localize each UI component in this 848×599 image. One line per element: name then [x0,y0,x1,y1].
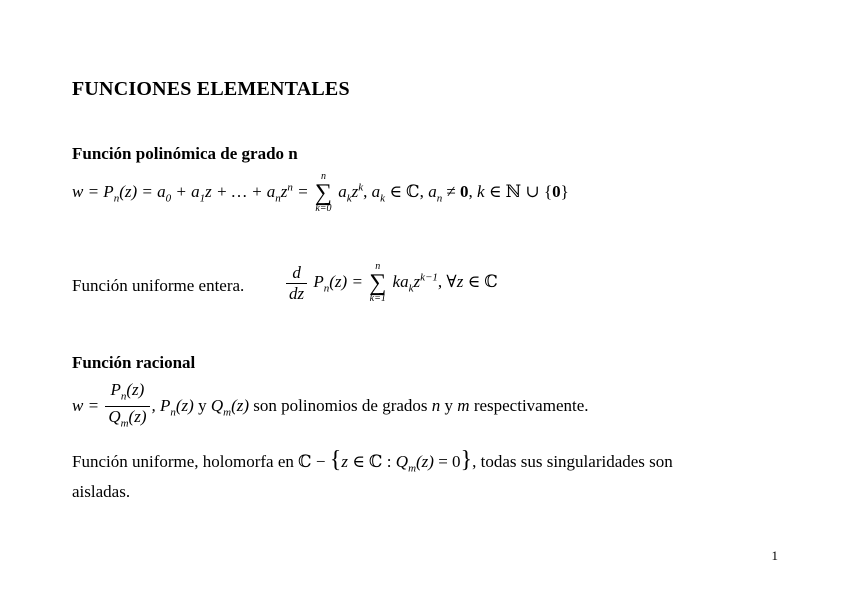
page-title: FUNCIONES ELEMENTALES [72,78,350,100]
section-heading-polynomial: Función polinómica de grado n [72,144,298,163]
sum-symbol: n ∑ k=0 [314,171,333,214]
rational-formula-line: w = $\frac{P_n(z)}{Q_m(z)}$ , $P_n(z)$ y $Q_m(z)$ son polinomios de grados n y m respectivamente. [72,380,589,430]
isolated-text: aisladas. [72,482,131,501]
conj-y: y [193,395,211,415]
holomorphic-suffix: , todas sus singularidades son [472,452,673,471]
conj-y2: y [444,395,454,415]
rational-desc-b: respectivamente. [473,395,589,415]
section-heading-rational: Función racional [72,353,196,372]
derivative-formula: $\frac{d}{dz}$ $P_n(z)$ = n ∑ k=1 $ka_kz^{k-1}$, ∀z ∈ ℂ [284,262,498,304]
rational-desc-a: son polinomios de grados [253,395,428,415]
polynomial-formula: $w = P_n(z) = a_0 + a_1z$ + … + $a_nz^n$ = n ∑ k=0 $a_kz^k$, $a_k$ ∈ ℂ, $a_n \ne 0$, k ∈ ℕ ∪ {0} [72,171,569,214]
holomorphic-line: Función uniforme, holomorfa en ℂ − {z ∈ ℂ : $Q_m(z) = 0$}, todas sus singularidades son [72,447,673,475]
page-number: 1 [771,548,778,563]
sum-symbol-2: n ∑ k=1 [369,261,387,304]
holomorphic-prefix: Función uniforme, holomorfa en [72,452,294,471]
uniform-entire-label: Función uniforme entera. [72,276,245,295]
